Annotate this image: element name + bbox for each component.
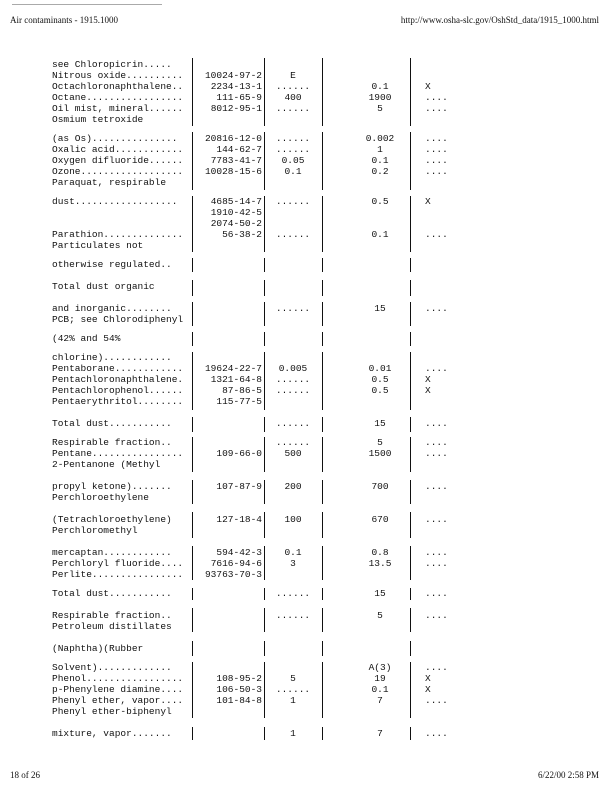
mg-value: 7 xyxy=(377,695,383,706)
column-separator xyxy=(264,608,265,632)
substance-name: Particulates not xyxy=(52,240,144,251)
skin-designation: .... xyxy=(425,418,448,429)
substance-name: Petroleum distillates xyxy=(52,621,172,632)
cas-number: 10028-15-6 xyxy=(204,166,262,177)
skin-designation: .... xyxy=(425,363,448,374)
cas-number: 111-65-9 xyxy=(216,92,262,103)
substance-name: Total dust organic xyxy=(52,281,155,292)
column-separator xyxy=(322,608,323,632)
mg-value: 7 xyxy=(377,728,383,739)
substance-name: propyl ketone)....... xyxy=(52,481,172,492)
column-separator xyxy=(264,58,265,126)
skin-designation: X xyxy=(425,684,431,695)
mg-value: 0.1 xyxy=(371,81,389,92)
column-separator xyxy=(322,332,323,346)
skin-designation: .... xyxy=(425,547,448,558)
mg-value: 1 xyxy=(377,144,383,155)
cas-number: 7616-94-6 xyxy=(210,558,262,569)
cas-number: 115-77-5 xyxy=(216,396,262,407)
substance-name: mercaptan............ xyxy=(52,547,172,558)
column-separator xyxy=(192,662,193,718)
column-separator xyxy=(322,641,323,656)
column-separator xyxy=(322,258,323,272)
ppm-value: ...... xyxy=(275,437,311,448)
column-separator xyxy=(264,417,265,432)
column-separator xyxy=(410,302,411,326)
column-separator xyxy=(410,58,411,126)
cas-number: 594-42-3 xyxy=(216,547,262,558)
column-separator xyxy=(410,662,411,718)
skin-designation: X xyxy=(425,374,431,385)
column-separator xyxy=(264,332,265,346)
column-separator xyxy=(322,588,323,600)
substance-name: (42% and 54% xyxy=(52,333,121,344)
cas-number: 8012-95-1 xyxy=(210,103,262,114)
ppm-value: ...... xyxy=(275,103,311,114)
column-separator xyxy=(410,417,411,432)
column-separator xyxy=(322,196,323,252)
mg-value: 15 xyxy=(374,588,386,599)
mg-value: 0.5 xyxy=(371,196,389,207)
column-separator xyxy=(192,546,193,580)
substance-name: Parathion.............. xyxy=(52,229,184,240)
column-separator xyxy=(322,280,323,296)
skin-designation: X xyxy=(425,673,431,684)
mg-value: 0.2 xyxy=(371,166,389,177)
column-separator xyxy=(410,280,411,296)
column-separator xyxy=(322,512,323,538)
ppm-value: 1 xyxy=(290,728,296,739)
column-separator xyxy=(264,727,265,740)
column-separator xyxy=(192,332,193,346)
page-number: 18 of 26 xyxy=(10,770,40,780)
substance-name: Pentachloronaphthalene. xyxy=(52,374,184,385)
column-separator xyxy=(264,258,265,272)
skin-designation: .... xyxy=(425,558,448,569)
column-separator xyxy=(410,608,411,632)
column-separator xyxy=(192,302,193,326)
substance-name: (Naphtha)(Rubber xyxy=(52,643,144,654)
substance-name: Pentane................ xyxy=(52,448,184,459)
ppm-value: 0.05 xyxy=(281,155,305,166)
skin-designation: .... xyxy=(425,695,448,706)
column-separator xyxy=(192,280,193,296)
substance-name: p-Phenylene diamine.... xyxy=(52,684,184,695)
column-separator xyxy=(192,588,193,600)
ppm-value: ...... xyxy=(275,133,311,144)
cas-number: 101-84-8 xyxy=(216,695,262,706)
cas-number: 87-86-5 xyxy=(222,385,262,396)
page-header-url[interactable]: http://www.osha-slc.gov/OshStd_data/1915_1000.html xyxy=(400,15,599,25)
mg-value: 15 xyxy=(374,418,386,429)
ppm-value: 500 xyxy=(284,448,302,459)
column-separator xyxy=(322,58,323,126)
column-separator xyxy=(264,132,265,190)
column-separator xyxy=(192,480,193,504)
ppm-value: ...... xyxy=(275,385,311,396)
ppm-value: 400 xyxy=(284,92,302,103)
column-separator xyxy=(192,196,193,252)
mg-value: 15 xyxy=(374,303,386,314)
skin-designation: .... xyxy=(425,303,448,314)
column-separator xyxy=(410,352,411,410)
column-separator xyxy=(410,641,411,656)
column-separator xyxy=(192,352,193,410)
cas-number: 109-66-0 xyxy=(216,448,262,459)
ppm-value: ...... xyxy=(275,588,311,599)
column-separator xyxy=(410,512,411,538)
substance-name: Perchloromethyl xyxy=(52,525,138,536)
ppm-value: E xyxy=(290,70,296,81)
column-separator xyxy=(410,480,411,504)
substance-name: 2-Pentanone (Methyl xyxy=(52,459,161,470)
substance-name: Total dust........... xyxy=(52,418,172,429)
mg-value: 0.002 xyxy=(365,133,395,144)
cas-number: 108-95-2 xyxy=(216,673,262,684)
substance-name: Oil mist, mineral...... xyxy=(52,103,184,114)
cas-number: 19624-22-7 xyxy=(204,363,262,374)
column-separator xyxy=(410,588,411,600)
column-separator xyxy=(192,437,193,472)
cas-number: 56-38-2 xyxy=(222,229,262,240)
substance-name: Osmium tetroxide xyxy=(52,114,144,125)
mg-value: 670 xyxy=(371,514,389,525)
skin-designation: .... xyxy=(425,229,448,240)
column-separator xyxy=(322,546,323,580)
substance-name: Octachloronaphthalene.. xyxy=(52,81,184,92)
substance-name: Respirable fraction.. xyxy=(52,437,172,448)
skin-designation: .... xyxy=(425,588,448,599)
ppm-value: 0.005 xyxy=(278,363,308,374)
skin-designation: .... xyxy=(425,92,448,103)
skin-designation: .... xyxy=(425,610,448,621)
mg-value: 0.1 xyxy=(371,684,389,695)
ppm-value: ...... xyxy=(275,684,311,695)
column-separator xyxy=(192,258,193,272)
substance-name: (as Os)............... xyxy=(52,133,178,144)
substance-name: Pentaerythritol........ xyxy=(52,396,184,407)
ppm-value: 5 xyxy=(290,673,296,684)
column-separator xyxy=(192,727,193,740)
skin-designation: .... xyxy=(425,103,448,114)
substance-name: chlorine)............ xyxy=(52,352,172,363)
cas-number: 1321-64-8 xyxy=(210,374,262,385)
skin-designation: .... xyxy=(425,155,448,166)
skin-designation: .... xyxy=(425,448,448,459)
substance-name: Oxygen difluoride...... xyxy=(52,155,184,166)
column-separator xyxy=(410,437,411,472)
column-separator xyxy=(410,332,411,346)
substance-name: Total dust........... xyxy=(52,588,172,599)
column-separator xyxy=(264,588,265,600)
mg-value: 0.8 xyxy=(371,547,389,558)
column-separator xyxy=(410,258,411,272)
skin-designation: .... xyxy=(425,728,448,739)
mg-value: 5 xyxy=(377,610,383,621)
column-separator xyxy=(322,437,323,472)
cas-number: 10024-97-2 xyxy=(204,70,262,81)
column-separator xyxy=(264,662,265,718)
ppm-value: 0.1 xyxy=(284,166,302,177)
substance-name: Phenyl ether, vapor.... xyxy=(52,695,184,706)
mg-value: A(3) xyxy=(368,662,392,673)
skin-designation: X xyxy=(425,81,431,92)
ppm-value: ...... xyxy=(275,610,311,621)
cas-number: 4685-14-7 xyxy=(210,196,262,207)
column-separator xyxy=(192,608,193,632)
column-separator xyxy=(192,58,193,126)
column-separator xyxy=(410,196,411,252)
column-separator xyxy=(192,641,193,656)
column-separator xyxy=(192,417,193,432)
column-separator xyxy=(264,302,265,326)
substance-name: Phenol................. xyxy=(52,673,184,684)
mg-value: 0.5 xyxy=(371,385,389,396)
ppm-value: ...... xyxy=(275,196,311,207)
column-separator xyxy=(264,480,265,504)
column-separator xyxy=(410,546,411,580)
skin-designation: .... xyxy=(425,144,448,155)
substance-name: Pentaborane............ xyxy=(52,363,184,374)
mg-value: 1900 xyxy=(368,92,392,103)
cas-number: 1910-42-5 xyxy=(210,207,262,218)
substance-name: Phenyl ether-biphenyl xyxy=(52,706,172,717)
cas-number: 144-62-7 xyxy=(216,144,262,155)
mg-value: 0.5 xyxy=(371,374,389,385)
mg-value: 13.5 xyxy=(368,558,392,569)
column-separator xyxy=(264,437,265,472)
substance-name: (Tetrachloroethylene) xyxy=(52,514,172,525)
cas-number: 127-18-4 xyxy=(216,514,262,525)
cas-number: 20816-12-0 xyxy=(204,133,262,144)
column-separator xyxy=(322,417,323,432)
substance-name: PCB; see Chlorodiphenyl xyxy=(52,314,184,325)
skin-designation: .... xyxy=(425,481,448,492)
substance-name: Ozone.................. xyxy=(52,166,184,177)
ppm-value: ...... xyxy=(275,374,311,385)
skin-designation: .... xyxy=(425,662,448,673)
mg-value: 5 xyxy=(377,437,383,448)
ppm-value: ...... xyxy=(275,144,311,155)
column-separator xyxy=(264,512,265,538)
mg-value: 0.1 xyxy=(371,155,389,166)
column-separator xyxy=(192,132,193,190)
mg-value: 1500 xyxy=(368,448,392,459)
ppm-value: ...... xyxy=(275,229,311,240)
ppm-value: ...... xyxy=(275,303,311,314)
mg-value: 700 xyxy=(371,481,389,492)
mg-value: 19 xyxy=(374,673,386,684)
column-separator xyxy=(264,280,265,296)
substance-name: Respirable fraction.. xyxy=(52,610,172,621)
substance-name: Perchloroethylene xyxy=(52,492,149,503)
skin-designation: .... xyxy=(425,166,448,177)
substance-name: mixture, vapor....... xyxy=(52,728,172,739)
substance-name: and inorganic........ xyxy=(52,303,172,314)
column-separator xyxy=(322,480,323,504)
ppm-value: 3 xyxy=(290,558,296,569)
substance-name: see Chloropicrin..... xyxy=(52,59,172,70)
cas-number: 107-87-9 xyxy=(216,481,262,492)
column-separator xyxy=(322,727,323,740)
ppm-value: ...... xyxy=(275,81,311,92)
skin-designation: .... xyxy=(425,514,448,525)
substance-name: Perchloryl fluoride.... xyxy=(52,558,184,569)
column-separator xyxy=(192,512,193,538)
mg-value: 0.01 xyxy=(368,363,392,374)
skin-designation: .... xyxy=(425,133,448,144)
cas-number: 2234-13-1 xyxy=(210,81,262,92)
page-header-title: Air contaminants - 1915.1000 xyxy=(10,15,118,25)
substance-name: Octane................. xyxy=(52,92,184,103)
substance-name: otherwise regulated.. xyxy=(52,259,172,270)
substance-name: Oxalic acid............ xyxy=(52,144,184,155)
column-separator xyxy=(410,727,411,740)
column-separator xyxy=(322,352,323,410)
skin-designation: X xyxy=(425,196,431,207)
cas-number: 2074-50-2 xyxy=(210,218,262,229)
substance-name: Perlite................ xyxy=(52,569,184,580)
ppm-value: ...... xyxy=(275,418,311,429)
ppm-value: 1 xyxy=(290,695,296,706)
substance-name: dust.................. xyxy=(52,196,178,207)
ppm-value: 200 xyxy=(284,481,302,492)
column-separator xyxy=(410,132,411,190)
mg-value: 0.1 xyxy=(371,229,389,240)
skin-designation: .... xyxy=(425,437,448,448)
substance-name: Paraquat, respirable xyxy=(52,177,167,188)
skin-designation: X xyxy=(425,385,431,396)
cas-number: 106-50-3 xyxy=(216,684,262,695)
column-separator xyxy=(322,302,323,326)
mg-value: 5 xyxy=(377,103,383,114)
column-separator xyxy=(264,352,265,410)
column-separator xyxy=(322,662,323,718)
column-separator xyxy=(264,196,265,252)
column-separator xyxy=(264,641,265,656)
print-timestamp: 6/22/00 2:58 PM xyxy=(537,770,599,780)
cas-number: 93763-70-3 xyxy=(204,569,262,580)
column-separator xyxy=(322,132,323,190)
substance-name: Nitrous oxide.......... xyxy=(52,70,184,81)
substance-name: Solvent)............. xyxy=(52,662,172,673)
ppm-value: 0.1 xyxy=(284,547,302,558)
column-separator xyxy=(264,546,265,580)
ppm-value: 100 xyxy=(284,514,302,525)
substance-name: Pentachlorophenol...... xyxy=(52,385,184,396)
cas-number: 7783-41-7 xyxy=(210,155,262,166)
